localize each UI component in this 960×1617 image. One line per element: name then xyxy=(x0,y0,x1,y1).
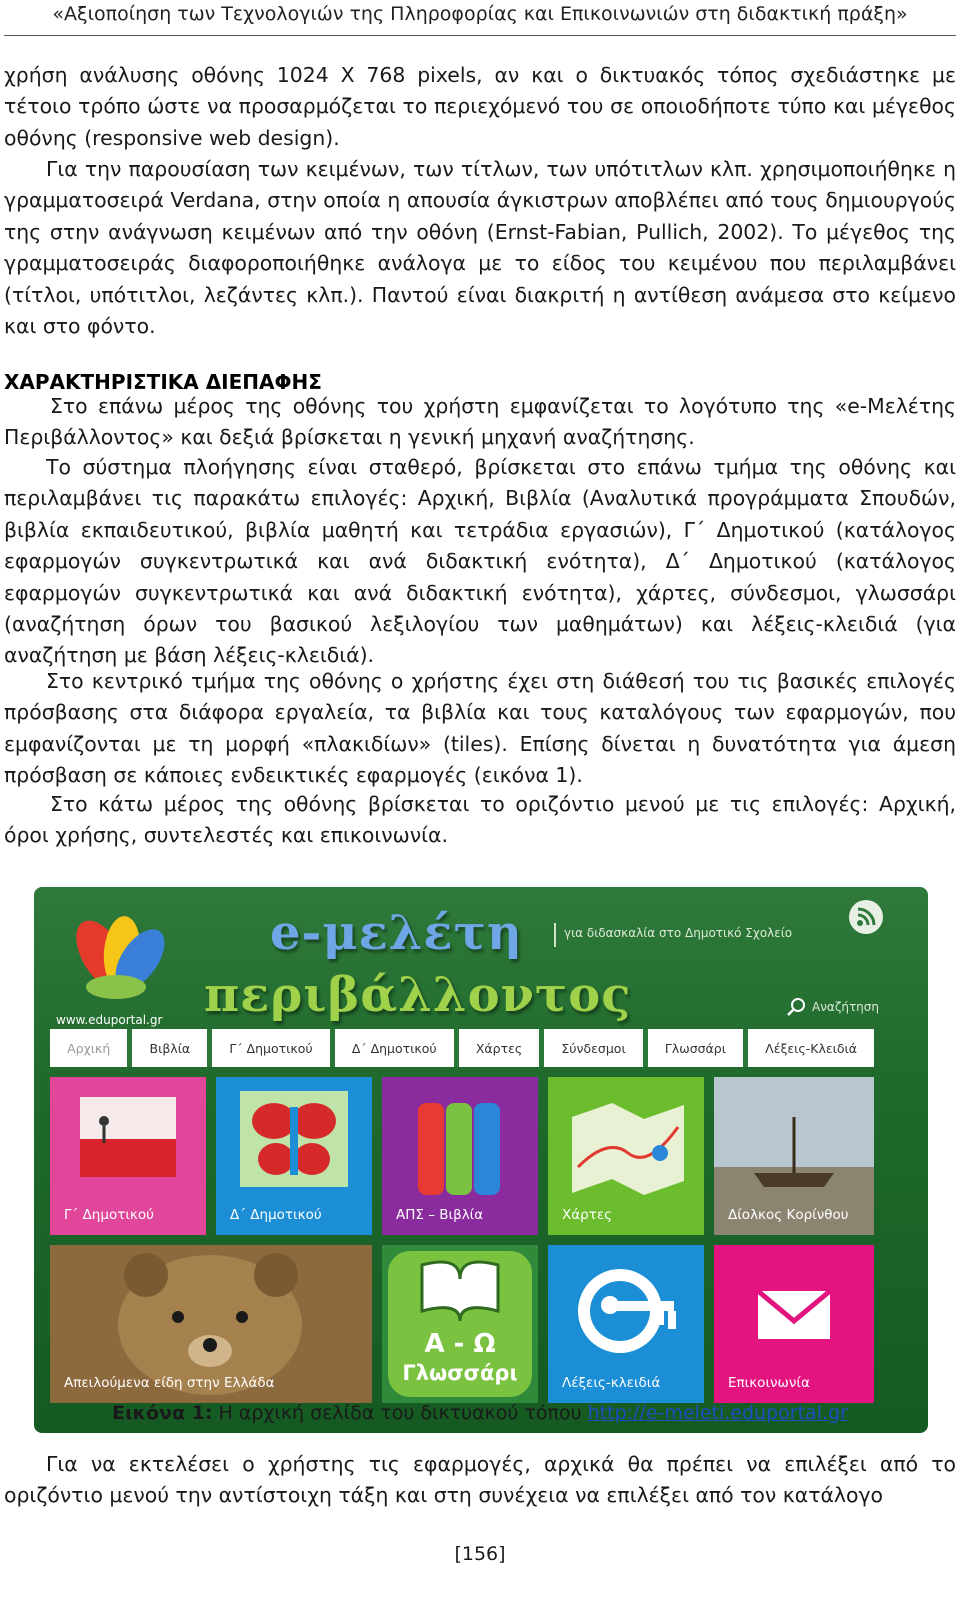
paragraph-1: χρήση ανάλυσης οθόνης 1024 Χ 768 pixels, αν και ο δικτυακός τόπος σχεδιάστηκε με τέτοιο τρόπο ώστε να προσαρμόζεται το περιεχόμενό του σε οποιοδήποτε τύπο και μέγεθος οθόνης (responsive web design). xyxy=(4,63,956,150)
tile-grade4[interactable] xyxy=(216,1077,372,1235)
tile-diolkos[interactable] xyxy=(714,1077,874,1235)
tile-glossary[interactable] xyxy=(382,1245,538,1403)
tile-books-label: ΑΠΣ – Βιβλία xyxy=(396,1207,484,1223)
nav-grade4[interactable]: Δ΄ Δημοτικού xyxy=(335,1029,459,1067)
tile-keywords[interactable] xyxy=(548,1245,704,1403)
tile-grade3-label: Γ΄ Δημοτικού xyxy=(64,1207,154,1223)
paragraph-4: Το σύστημα πλοήγησης είναι σταθερό, βρίσκεται στο επάνω τμήμα της οθόνης και περιλαμβάνει τις παρακάτω επιλογές: Αρχική, Βιβλία (Αναλυτικά προγράμματα Σπουδών, βιβλία εκπαιδευτικού, βιβλία μαθητή και τετράδια εργασιών), Γ΄ Δημοτικού (κατάλογος εφαρμογών συγκεντρωτικά και ανά διδακτική ενότητα), Δ΄ Δημοτικού (κατάλογος εφαρμογών συγκεντρωτικά και ανά διδακτική ενότητα), χάρτες, σύνδεσμοι, γλωσσάρι (αναζήτηση όρων του βασικού λεξιλογίου των μαθημάτων) και λέξεις-κλειδιά (για αναζήτηση με βάση λέξεις-κλειδιά). xyxy=(4,455,956,668)
caption-label: Εικόνα 1: xyxy=(112,1402,213,1424)
nav-keywords[interactable]: Λέξεις-Κλειδιά xyxy=(765,1040,857,1056)
search-label: Αναζήτηση xyxy=(812,1000,879,1014)
nav-home[interactable]: Αρχική xyxy=(50,1029,132,1067)
rss-icon[interactable] xyxy=(848,899,884,935)
nav-links[interactable]: Σύνδεσμοι xyxy=(544,1029,647,1067)
site-title-line2: περιβάλλοντος xyxy=(204,967,632,1023)
website-screenshot-figure xyxy=(34,887,928,1433)
tile-maps[interactable] xyxy=(548,1077,704,1235)
nav-maps[interactable]: Χάρτες xyxy=(459,1029,545,1067)
paragraph-2: Για την παρουσίαση των κειμένων, των τίτλων, των υπότιτλων κλπ. χρησιμοποιήθηκε η γραμματοσειρά Verdana, στην οποία η απουσία άγκιστρων αποβλέπει από τους δημιουργούς της στην ανάγνωση κειμένων από την οθόνη (Ernst-Fabian, Pullich, 2002). Το μέγεθος της γραμματοσειράς διαφοροποιήθηκε ανάλογα με το είδος του κειμένου που περιλαμβάνει (τίτλοι, υπότιτλοι, λεζάντες κλπ.). Παντού είναι διακριτή η αντίθεση ανάμεσα στο κείμενο και στο φόντο. xyxy=(4,157,956,339)
glossary-tile-line2: Γλωσσάρι xyxy=(402,1361,518,1385)
tiles-grid xyxy=(50,1077,874,1417)
tile-diolkos-label: Δίολκος Κορίνθου xyxy=(728,1207,849,1223)
site-nav-bar xyxy=(50,1029,874,1067)
figure-caption xyxy=(0,1402,960,1424)
tile-books[interactable] xyxy=(382,1077,538,1235)
paragraph-3: Στο επάνω μέρος της οθόνης του χρήστη εμφανίζεται το λογότυπο της «e-Μελέτης Περιβάλλοντος» και δεξιά βρίσκεται η γενική μηχανή αναζήτησης. xyxy=(4,394,956,450)
tile-grade4-label: Δ΄ Δημοτικού xyxy=(230,1207,322,1223)
paragraph-7: Για να εκτελέσει ο χρήστης τις εφαρμογές, αρχικά θα πρέπει να επιλέξει από το οριζόντιο μενού την αντίστοιχη τάξη και στη συνέχεια να επιλέξει από τον κατάλογο xyxy=(4,1452,956,1508)
nav-glossary[interactable]: Γλωσσάρι xyxy=(648,1029,748,1067)
running-header: «Αξιοποίηση των Τεχνολογιών της Πληροφορίας και Επικοινωνιών στη διδακτική πράξη» xyxy=(52,3,908,25)
page-number: [156] xyxy=(454,1543,506,1565)
tile-grade3[interactable] xyxy=(50,1077,206,1235)
header-divider xyxy=(4,35,956,36)
site-search[interactable] xyxy=(786,995,906,1019)
nav-books[interactable]: Βιβλία xyxy=(132,1029,212,1067)
caption-link[interactable]: http://e-meleti.eduportal.gr xyxy=(587,1402,848,1424)
eduportal-logo-icon xyxy=(54,907,184,1017)
glossary-tile-line1: Α - Ω xyxy=(424,1329,496,1359)
tile-contact-label: Επικοινωνία xyxy=(728,1375,810,1391)
site-title-line1: e-μελέτη xyxy=(270,905,523,961)
eduportal-url-text: www.eduportal.gr xyxy=(56,1013,163,1027)
paragraph-5: Στο κεντρικό τμήμα της οθόνης ο χρήστης έχει στη διάθεσή του τις βασικές επιλογές πρόσβασης στα διάφορα εργαλεία, τα βιβλία και τους καταλόγους των εφαρμογών, που εμφανίζονται με τη μορφή «πλακιδίων» (tiles). Επίσης δίνεται η δυνατότητα για άμεση πρόσβαση σε κάποιες ενδεικτικές εφαρμογές (εικόνα 1). xyxy=(4,669,956,788)
paragraph-6: Στο κάτω μέρος της οθόνης βρίσκεται το οριζόντιο μενού με τις επιλογές: Αρχική, όροι χρήσης, συντελεστές και επικοινωνία. xyxy=(4,792,956,848)
tile-species[interactable] xyxy=(50,1245,372,1403)
tile-contact[interactable] xyxy=(714,1245,874,1403)
tile-keywords-label: Λέξεις-κλειδιά xyxy=(562,1375,661,1391)
tile-maps-label: Χάρτες xyxy=(562,1207,613,1223)
site-subtitle: για διδασκαλία στο Δημοτικό Σχολείο xyxy=(564,926,793,940)
section-heading: ΧΑΡΑΚΤΗΡΙΣΤΙΚΑ ΔΙΕΠΑΦΗΣ xyxy=(4,370,322,394)
tile-species-label: Απειλούμενα είδη στην Ελλάδα xyxy=(64,1375,275,1391)
tagline-divider xyxy=(554,923,556,947)
search-icon xyxy=(786,997,806,1017)
nav-grade3[interactable]: Γ΄ Δημοτικού xyxy=(212,1029,334,1067)
caption-text: Η αρχική σελίδα του δικτυακού τόπου xyxy=(212,1402,588,1424)
